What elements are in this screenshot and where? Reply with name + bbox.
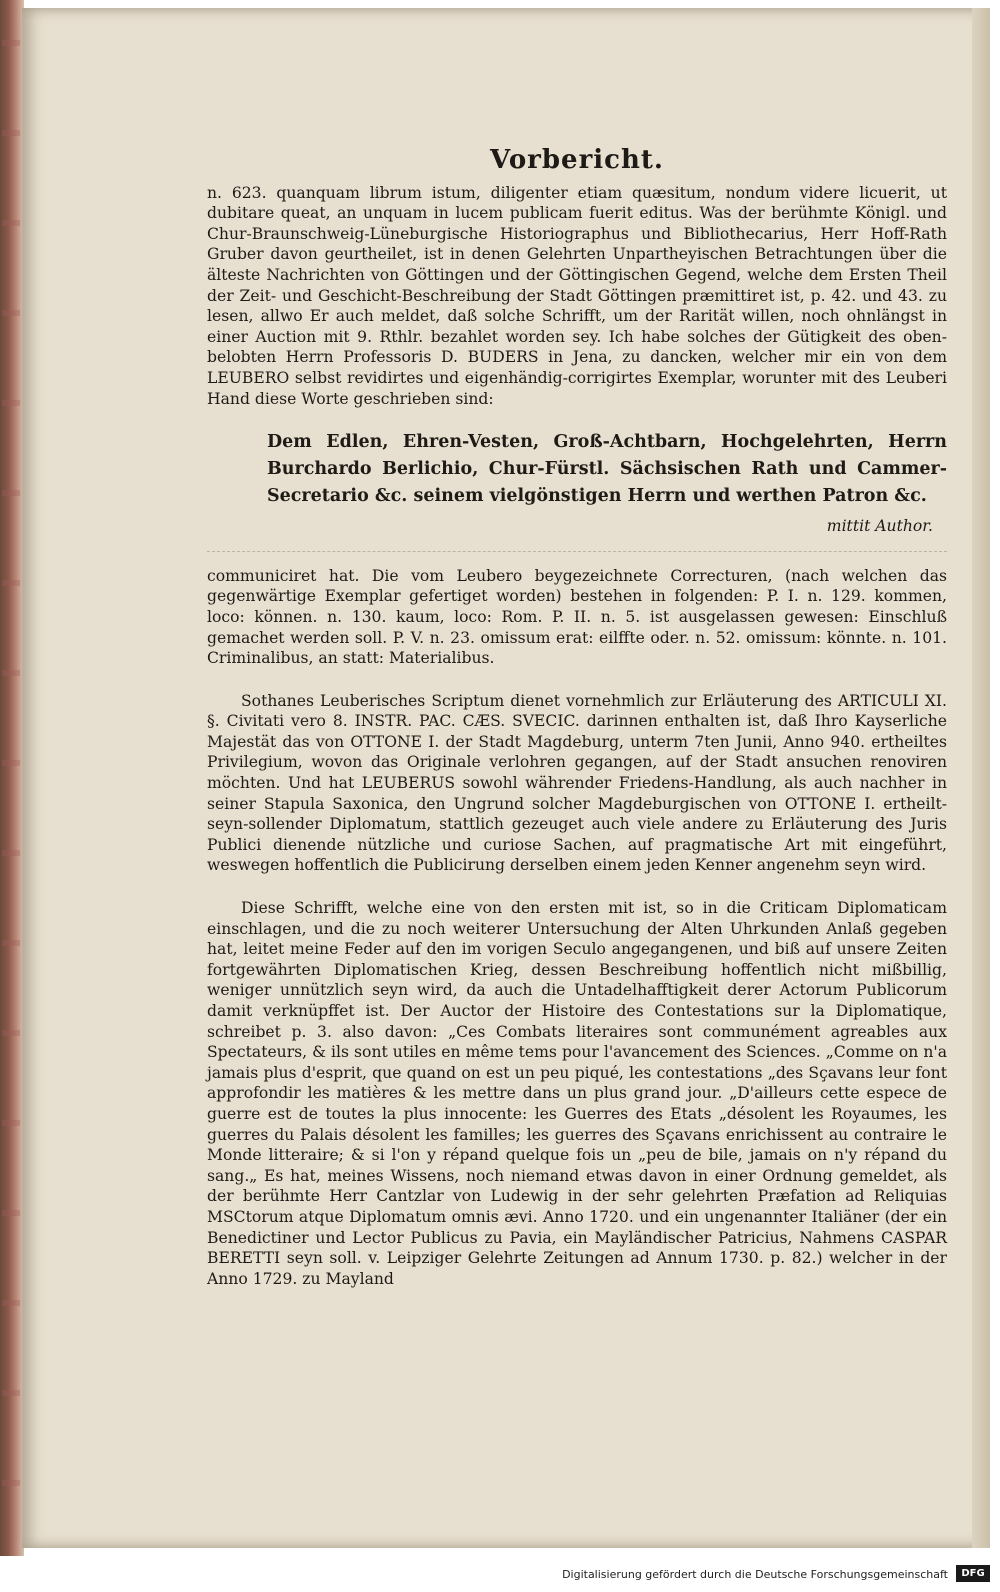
- dedication-signature: mittit Author.: [826, 517, 933, 536]
- page-content: [207, 145, 947, 1289]
- footer-credit: Digitalisierung gefördert durch die Deutsche Forschungsgemeinschaft: [562, 1568, 948, 1581]
- paragraph-4: Diese Schrifft, welche eine von den ersten mit ist, so in die Criticam Diplomaticam einschlagen, und die zu noch weiterer Untersuchung der Alten Uhrkunden Anlaß gegeben hat, leitet meine Feder auf den im vorigen Seculo angegangenen, und biß auf unsere Zeiten fortgewährten Diplomatischen Krieg, dessen Beschreibung hoffentlich nicht mißbillig, weniger unnützlich seyn wird, da auch die Untadelhafftigkeit derer Actorum Publicorum damit verknüpffet ist. Der Auctor der Histoire des Contestations sur la Diplomatique, schreibet p. 3. also davon: „Ces Combats literaires sont communément agreables aux Spectateurs, & ils sont utiles en même tems pour l'avancement des Sciences. „Comme on n'a jamais plus d'esprit, que quand on est un peu piqué, les contestations „des Sçavans leur font approfondir les matières & les mettre dans un plus grand jour. „D'ailleurs cette espece de guerre est de toutes la plus innocente: les Guerres des Etats „désolent les Royaumes, les guerres du Palais désolent les familles; les guerres des Sçavans enrichissent au contraire le Monde litteraire; & si l'on y répand quelque fois un „peu de bile, jamais on n'y répand du sang.„ Es hat, meines Wissens, noch niemand etwas davon in einer Ordnung gemeldet, als der berühmte Herr Cantzlar von Ludewig in der sehr gelehrten Præfation ad Reliquias MSCtorum atque Diplomatum omnis ævi. Anno 1720. und ein ungenannter Italiäner (der ein Benedictiner und Lector Publicus zu Pavia, ein Mayländischer Patricius, Nahmens CASPAR BERETTI seyn soll. v. Leipziger Gelehrte Zeitungen ad Annum 1730. p. 82.) welcher in der Anno 1729. zu Mayland: [207, 899, 947, 1288]
- book-binding: [0, 0, 24, 1556]
- divider: [207, 551, 947, 552]
- spacer: [207, 669, 947, 691]
- paragraph-1: n. 623. quanquam librum istum, diligenter etiam quæsitum, nondum videre licuerit, ut dubitare queat, an unquam in lucem publicam fuerit editus. Was der berühmte Königl. und Chur-Braunschweig-Lüneburgische Historiographus und Bibliothecarius, Herr Hoff-Rath Gruber davon geurtheilet, ist in denen Gelehrten Unpartheyischen Betrachtungen über die älteste Nachrichten von Göttingen und der Göttingischen Gegend, welche dem Ersten Theil der Zeit- und Geschicht-Beschreibung der Stadt Göttingen præmittiret ist, p. 42. und 43. zu lesen, allwo Er auch meldet, daß solche Schrifft, um der Rarität willen, noch ohnlängst in einer Auction mit 9. Rthlr. bezahlet worden sey. Ich habe solches der Gütigkeit des oben-belobten Herrn Professoris D. BUDERS in Jena, zu dancken, welcher mir ein von dem LEUBERO selbst revidirtes und eigenhändig-corrigirtes Exemplar, worunter mit des Leuberi Hand diese Worte geschrieben sind:: [207, 183, 947, 408]
- binding-texture: [2, 0, 20, 1556]
- paragraph-3: Sothanes Leuberisches Scriptum dienet vornehmlich zur Erläuterung des ARTICULI XI. §. Civitati vero 8. INSTR. PAC. CÆS. SVECIC. darinnen enthalten ist, daß Ihro Kayserliche Majestät das von OTTONE I. der Stadt Magdeburg, unterm 7ten Junii, Anno 940. ertheiltes Privilegium, wovon das Originale verlohren gegangen, auf der Stadt ansuchen renoviren möchten. Und hat LEUBERUS sowohl währender Friedens-Handlung, als auch nachher in seiner Stapula Saxonica, den Ungrund solcher Magdeburgischen von OTTONE I. ertheilt-seyn-sollender Diplomatum, stattlich gezeuget auch viele andere zu Erläuterung des Juris Publici dienende nützliche und curiose Sachen, auf pragmatische Art mit eingeführt, weswegen hoffentlich die Publicirung derselben einem jeden Kenner angenehm seyn wird.: [207, 691, 947, 875]
- dedication-quote: Dem Edlen, Ehren-Vesten, Groß-Achtbarn, Hochgelehrten, Herrn Burchardo Berlichio, Chur-Fürstl. Sächsischen Rath und Cammer-Secretario &c. seinem vielgönstigen Herrn und werthen Patron &c.: [267, 432, 947, 507]
- paragraph-2: communiciret hat. Die vom Leubero beygezeichnete Correcturen, (nach welchen das gegenwärtige Exemplar gefertiget worden) bestehen in folgenden: P. I. n. 129. kommen, loco: können. n. 130. kaum, loco: Rom. P. II. n. 5. ist ausgelassen gewesen: Einschluß gemachet werden soll. P. V. n. 23. omissum erat: eilffte oder. n. 52. omissum: könnte. n. 101. Criminalibus, an statt: Materialibus.: [207, 566, 947, 668]
- page-edge: [972, 8, 990, 1548]
- dfg-logo: DFG: [956, 1565, 990, 1582]
- footer-bar: [0, 1556, 1000, 1592]
- spacer: [207, 876, 947, 898]
- running-head: Vorbericht.: [490, 145, 664, 175]
